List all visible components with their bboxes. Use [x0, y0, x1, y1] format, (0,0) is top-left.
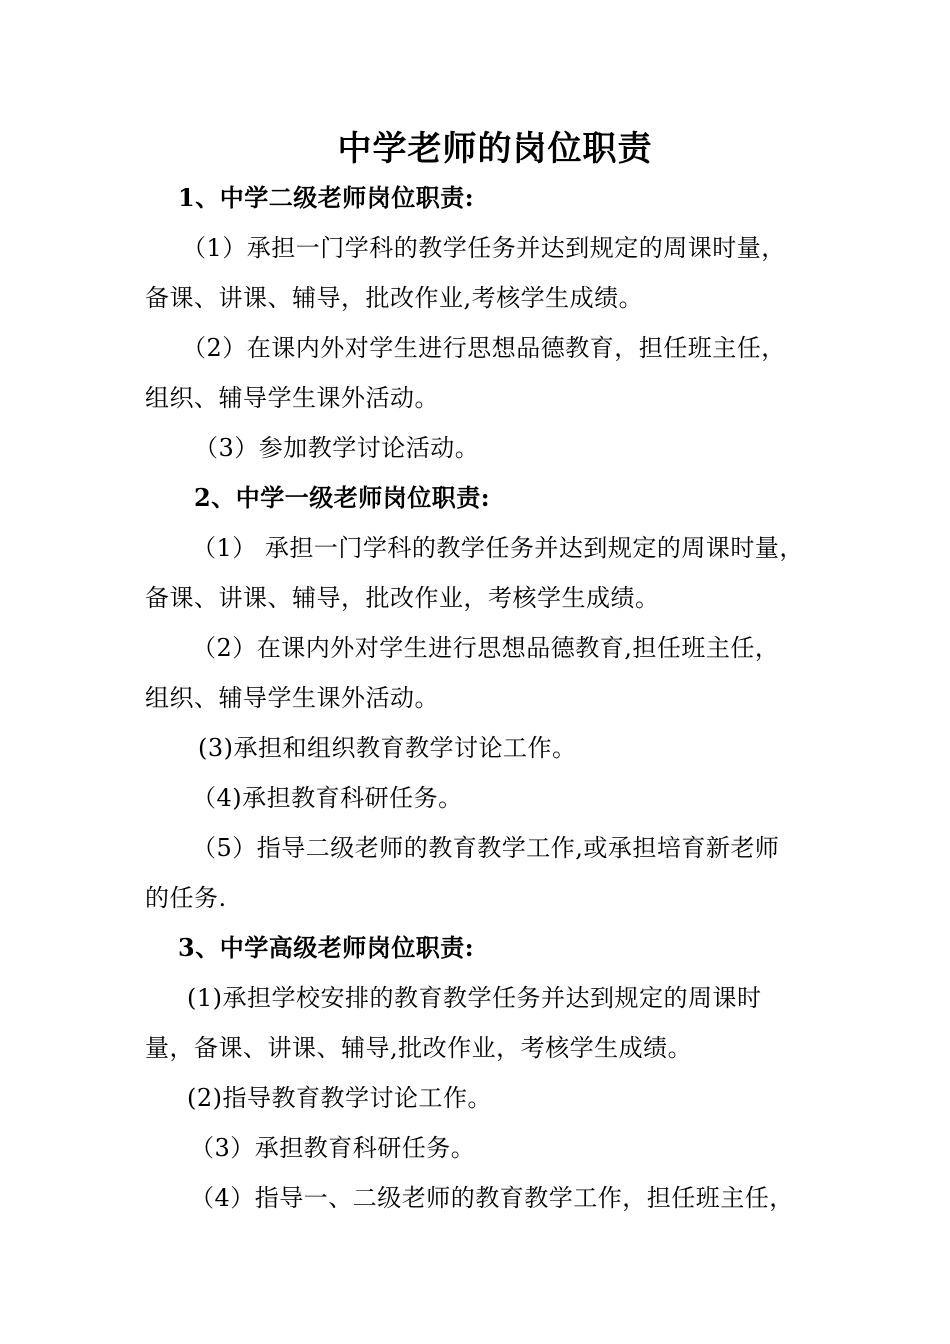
section-1-item-1-line-1: （1）承担一门学科的教学任务并达到规定的周课时量，: [182, 234, 786, 262]
section-1-item-2-line-2: 组织、辅导学生课外活动。: [145, 384, 439, 412]
section-1-item-2-line-1: （2）在课内外对学生进行思想品德教育，担任班主任，: [182, 334, 786, 362]
section-2-item-1-line-2: 备课、讲课、辅导，批改作业，考核学生成绩。: [145, 584, 660, 612]
section-2-item-2-line-1: （2）在课内外对学生进行思想品德教育,担任班主任，: [192, 634, 780, 662]
section-2-item-4-line-1: （4)承担教育科研任务。: [192, 784, 463, 812]
section-2-item-5-line-1: （5）指导二级老师的教育教学工作,或承担培育新老师: [192, 834, 780, 862]
section-2-item-2-line-2: 组织、辅导学生课外活动。: [145, 684, 439, 712]
section-1-item-3-line-1: （3）参加教学讨论活动。: [194, 434, 480, 462]
section-2-item-5-line-2: 的任务.: [145, 884, 227, 912]
section-2-heading: 2、中学一级老师岗位职责:: [194, 483, 491, 512]
section-3-item-1-line-2: 量，备课、讲课、辅导,批改作业，考核学生成绩。: [145, 1034, 693, 1062]
section-3-item-1-line-1: (1)承担学校安排的教育教学任务并达到规定的周课时: [187, 984, 762, 1012]
section-1-item-1-line-2: 备课、讲课、辅导，批改作业,考核学生成绩。: [145, 284, 644, 312]
section-3-item-4-line-1: （4）指导一、二级老师的教育教学工作，担任班主任，: [190, 1184, 794, 1212]
section-3-item-2-line-1: (2)指导教育教学讨论工作。: [187, 1084, 492, 1112]
section-2-item-1-line-1: （1） 承担一门学科的教学任务并达到规定的周课时量，: [192, 534, 804, 562]
document-title: 中学老师的岗位职责: [337, 129, 653, 169]
section-3-heading: 3、中学高级老师岗位职责:: [178, 933, 475, 962]
section-3-item-3-line-1: （3）承担教育科研任务。: [190, 1134, 476, 1162]
section-2-item-3-line-1: (3)承担和组织教育教学讨论工作。: [198, 734, 577, 762]
section-1-heading: 1、中学二级老师岗位职责:: [178, 183, 475, 212]
